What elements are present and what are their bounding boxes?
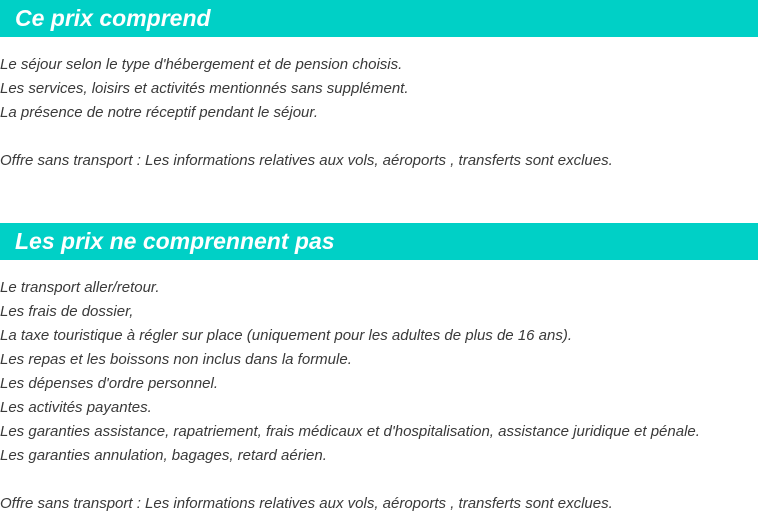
excluded-item: Les repas et les boissons non inclus dans la formule. [0, 351, 352, 368]
included-item: La présence de notre réceptif pendant le séjour. [0, 104, 318, 121]
excluded-item: Le transport aller/retour. [0, 279, 160, 296]
included-list [0, 53, 758, 173]
included-item: Le séjour selon le type d'hébergement et de pension choisis. [0, 56, 403, 73]
excluded-item: Les activités payantes. [0, 399, 152, 416]
spacer [0, 468, 758, 492]
excluded-list [0, 276, 758, 516]
excluded-item: Les dépenses d'ordre personnel. [0, 375, 219, 392]
excluded-item: Les frais de dossier, [0, 303, 134, 320]
excluded-item: Les garanties assistance, rapatriement, frais médicaux et d'hospitalisation, assistance juridique et pénale. [0, 423, 700, 440]
spacer [0, 125, 758, 149]
included-section-title: Ce prix comprend [0, 0, 758, 37]
included-item: Les services, loisirs et activités mentionnés sans supplément. [0, 80, 409, 97]
excluded-item: La taxe touristique à régler sur place (uniquement pour les adultes de plus de 16 ans). [0, 327, 573, 344]
excluded-section-title: Les prix ne comprennent pas [0, 223, 758, 260]
excluded-item: Les garanties annulation, bagages, retard aérien. [0, 447, 327, 464]
transport-note: Offre sans transport : Les informations relatives aux vols, aéroports , transferts sont exclues. [0, 152, 613, 169]
transport-note: Offre sans transport : Les informations relatives aux vols, aéroports , transferts sont exclues. [0, 495, 613, 512]
